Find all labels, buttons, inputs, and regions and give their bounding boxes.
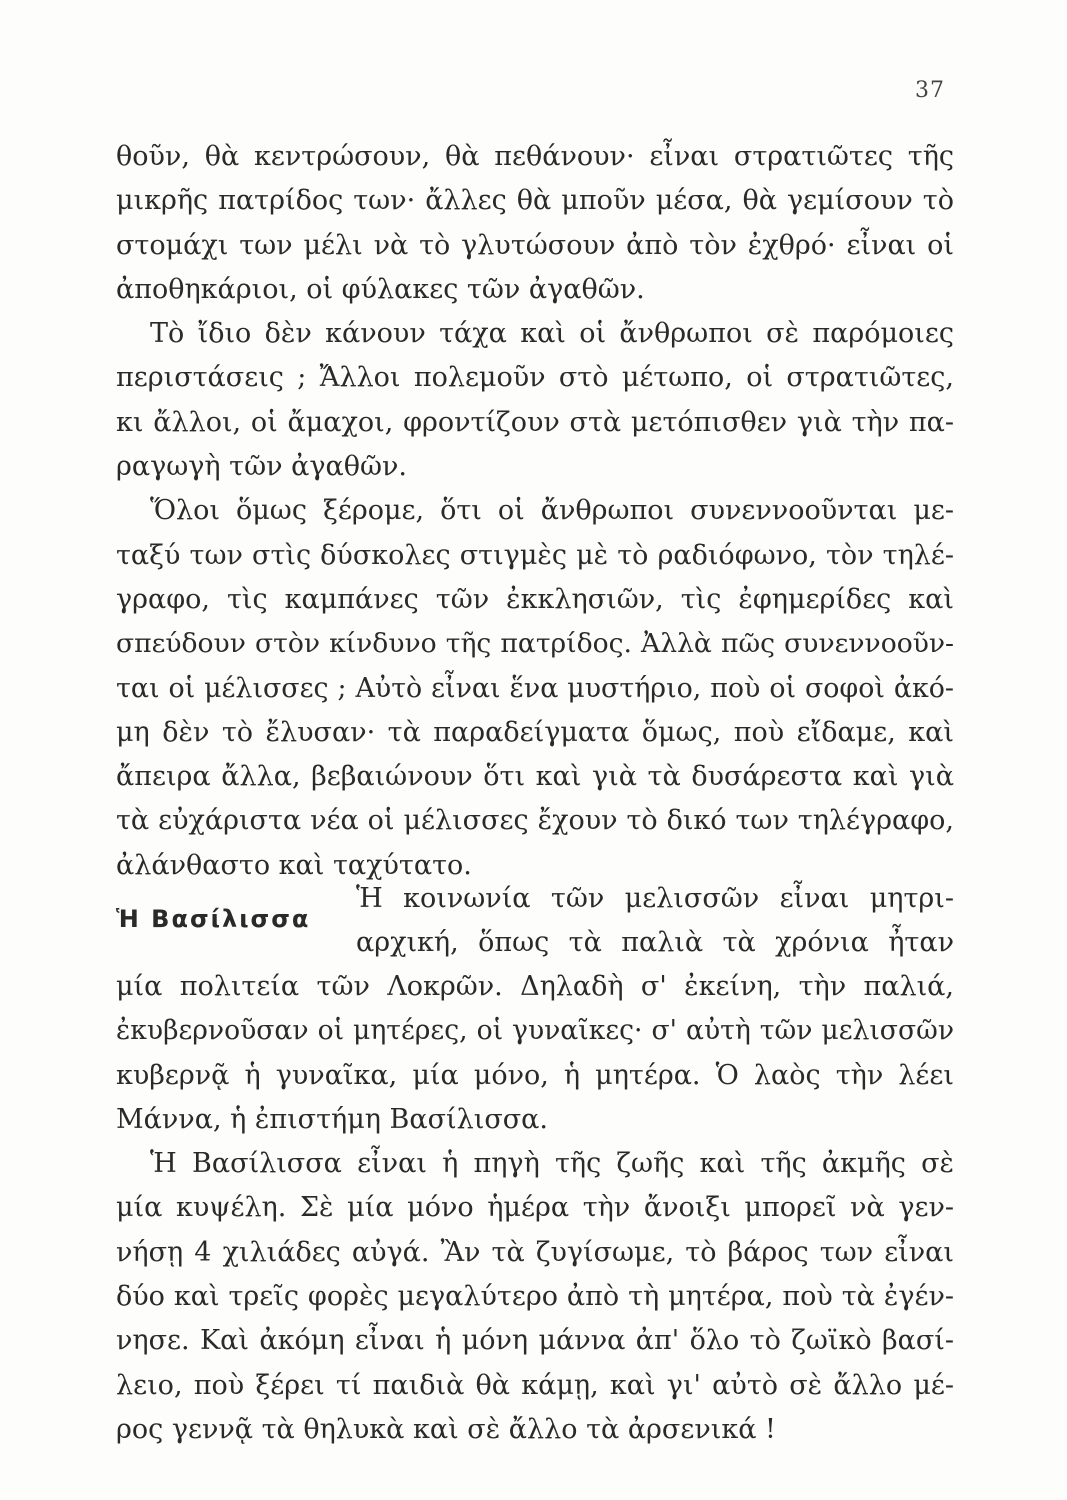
- text-line: ραγωγὴ τῶν ἀγαθῶν.: [116, 451, 407, 483]
- text-line: θοῦν, θὰ κεντρώσουν, θὰ πεθάνουν· εἶναι στρατιῶτες τῆς: [116, 141, 954, 172]
- text-line: Μάννα, ἡ ἐπιστήμη Βασίλισσα.: [116, 1103, 548, 1135]
- text-line: ται οἱ μέλισσες ; Αὐτὸ εἶναι ἕνα μυστήριο, ποὺ οἱ σοφοὶ ἀκό-: [116, 672, 954, 704]
- text-line: ἀποθηκάριοι, οἱ φύλακες τῶν ἀγαθῶν.: [116, 273, 645, 305]
- text-line: ἄπειρα ἄλλα, βεβαιώνουν ὅτι καὶ γιὰ τὰ δυσάρεστα καὶ γιὰ: [116, 761, 954, 793]
- text-line: λειο, ποὺ ξέρει τί παιδιὰ θὰ κάμῃ, καὶ γι' αὐτὸ σὲ ἄλλο μέ-: [116, 1369, 954, 1401]
- text-line: μη δὲν τὸ ἔλυσαν· τὰ παραδείγματα ὅμως, ποὺ εἴδαμε, καὶ: [116, 716, 954, 748]
- text-block-top: [116, 135, 954, 888]
- section-heading-row: [116, 877, 954, 967]
- text-line: δύο καὶ τρεῖς φορὲς μεγαλύτερο ἀπὸ τὴ μητέρα, ποὺ τὰ ἐγέν-: [116, 1281, 954, 1313]
- page-number: 37: [915, 78, 945, 103]
- text-line: μικρῆς πατρίδος των· ἄλλες θὰ μποῦν μέσα, θὰ γεμίσουν τὸ: [116, 185, 954, 217]
- heading-adjacent-text: [356, 877, 954, 966]
- text-line: νήσῃ 4 χιλιάδες αὐγά. Ἂν τὰ ζυγίσωμε, τὸ βάρος των εἶναι: [116, 1236, 954, 1268]
- text-line: Τὸ ἴδιο δὲν κάνουν τάχα καὶ οἱ ἄνθρωποι σὲ παρόμοιες: [150, 318, 954, 350]
- text-line: μία πολιτεία τῶν Λοκρῶν. Δηλαδὴ σ' ἐκείνη, τὴν παλιά,: [116, 971, 954, 1002]
- text-line: κι ἄλλοι, οἱ ἄμαχοι, φροντίζουν στὰ μετόπισθεν γιὰ τὴν πα-: [116, 406, 954, 438]
- text-line: περιστάσεις ; Ἄλλοι πολεμοῦν στὸ μέτωπο, οἱ στρατιῶτες,: [116, 362, 954, 394]
- text-line: ἀλάνθαστο καὶ ταχύτατο.: [116, 849, 472, 881]
- text-line: στομάχι των μέλι νὰ τὸ γλυτώσουν ἀπὸ τὸν ἐχθρό· εἶναι οἱ: [116, 229, 954, 261]
- text-block-section: [116, 965, 954, 1452]
- text-line: γραφο, τὶς καμπάνες τῶν ἐκκλησιῶν, τὶς ἐφημερίδες καὶ: [116, 583, 954, 615]
- text-line: κυβερνᾷ ἡ γυναῖκα, μία μόνο, ἡ μητέρα. Ὁ λαὸς τὴν λέει: [116, 1059, 954, 1091]
- text-line: αρχική, ὅπως τὰ παλιὰ τὰ χρόνια ἦταν: [356, 927, 954, 959]
- text-line: μία κυψέλη. Σὲ μία μόνο ἡμέρα τὴν ἄνοιξι μπορεῖ νὰ γεν-: [116, 1192, 954, 1224]
- text-line: τὰ εὐχάριστα νέα οἱ μέλισσες ἔχουν τὸ δικό των τηλέγραφο,: [116, 805, 954, 837]
- text-line: ἐκυβερνοῦσαν οἱ μητέρες, οἱ γυναῖκες· σ' αὐτὴ τῶν μελισσῶν: [116, 1015, 954, 1047]
- text-line: Ἡ Βασίλισσα εἶναι ἡ πηγὴ τῆς ζωῆς καὶ τῆς ἀκμῆς σὲ: [150, 1148, 954, 1180]
- text-line: σπεύδουν στὸν κίνδυνο τῆς πατρίδος. Ἀλλὰ πῶς συνεννοοῦν-: [116, 628, 954, 660]
- text-line: νησε. Καὶ ἀκόμη εἶναι ἡ μόνη μάννα ἀπ' ὅλο τὸ ζωϊκὸ βασί-: [116, 1325, 954, 1357]
- text-line: ταξύ των στὶς δύσκολες στιγμὲς μὲ τὸ ραδιόφωνο, τὸν τηλέ-: [116, 539, 954, 571]
- text-line: Ὅλοι ὅμως ξέρομε, ὅτι οἱ ἄνθρωποι συνεννοοῦνται με-: [150, 495, 954, 527]
- text-line: Ἡ κοινωνία τῶν μελισσῶν εἶναι μητρι-: [356, 883, 954, 914]
- section-heading: Ἡ Βασίλισσα: [116, 905, 311, 933]
- text-line: ρος γεννᾷ τὰ θηλυκὰ καὶ σὲ ἄλλο τὰ ἀρσενικά !: [116, 1413, 776, 1445]
